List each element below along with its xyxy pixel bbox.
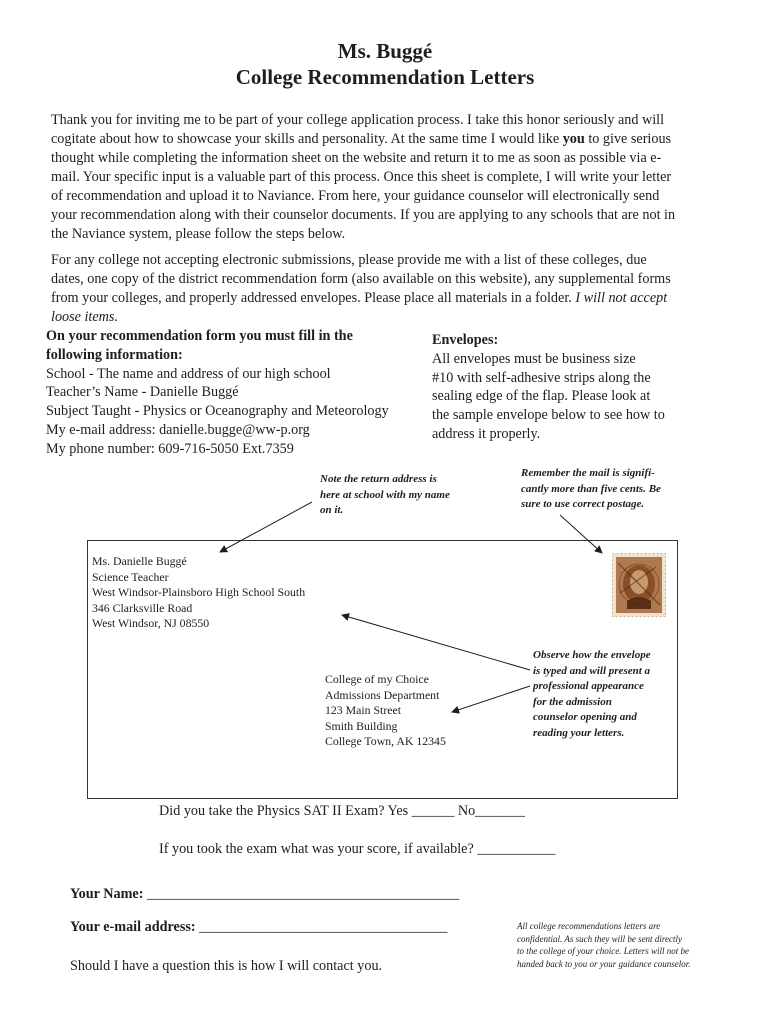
intro-line: thought while completing the information sheet on the website and return it to me as soon as possible via e- — [51, 150, 662, 166]
envelope-recipient-address: College of my Choice Admissions Department 123 Main Street Smith Building College Town, AK 12345 — [325, 672, 446, 748]
envelopes-line: All envelopes must be business size — [432, 350, 636, 367]
envelopes-heading: Envelopes: — [432, 332, 499, 348]
postage-note: Remember the mail is signifi- cantly more than five cents. Be sure to use correct postage. — [521, 467, 661, 510]
intro-emphasis: you — [562, 131, 585, 147]
postage-stamp-icon — [612, 553, 666, 617]
intro-line: mail. Your specific input is a valuable part of this process. Once this sheet is complete, I will write your letter — [51, 169, 672, 185]
form-info-item: My phone number: 609-716-5050 Ext.7359 — [46, 440, 294, 457]
paper-line: from your colleges, and properly addressed envelopes. Please place all materials in a folder. I will not accept — [51, 290, 668, 306]
name-label: Your Name: — [70, 886, 144, 902]
form-info-heading: On your recommendation form you must fill in the — [46, 328, 353, 344]
intro-paragraph — [51, 111, 727, 244]
email-label: Your e-mail address: — [70, 919, 196, 935]
sat-question: Did you take the Physics SAT II Exam? Yes ______ No_______ — [159, 803, 525, 819]
envelope-return-address: Ms. Danielle Buggé Science Teacher West Windsor-Plainsboro High School South 346 Clarksville Road West Windsor, NJ 08550 — [92, 554, 306, 630]
paper-line: dates, one copy of the district recommendation form (also available on this website), any supplemental forms — [51, 271, 671, 287]
page-title — [0, 38, 770, 90]
form-info-item: Teacher’s Name - Danielle Buggé — [46, 384, 239, 401]
name-field[interactable]: ____________________________________________ — [146, 886, 460, 902]
intro-line: cogitate about how to showcase your skills and personality. At the same time I would like you to give serious — [51, 131, 672, 147]
paper-italic-note: I will not accept — [575, 290, 668, 306]
title-line-1: Ms. Buggé — [337, 39, 433, 63]
form-info-item: My e-mail address: danielle.bugge@ww-p.org — [46, 421, 310, 438]
name-field-row — [70, 885, 459, 903]
envelopes-section — [432, 331, 732, 444]
intro-line: the Naviance system, please follow the steps below. — [51, 226, 346, 242]
email-field[interactable]: ___________________________________ — [199, 919, 448, 935]
intro-line: of recommendation and upload it to Naviance. From here, your guidance counselor will electronically send — [51, 188, 660, 204]
sample-envelope — [87, 540, 678, 799]
email-field-row — [70, 918, 447, 936]
form-info-item: Subject Taught - Physics or Oceanography and Meteorology — [46, 403, 389, 420]
score-question: If you took the exam what was your score, if available? ___________ — [159, 841, 556, 857]
confidential-note: All college recommendations letters are confidential. As such they will be sent directly to the college of your choice. Letters will not be handed back to you or your guidance counselor. — [517, 921, 691, 969]
form-info-item: School - The name and address of our high school — [46, 365, 331, 382]
paper-line: For any college not accepting electronic submissions, please provide me with a list of these colleges, due — [51, 252, 647, 268]
return-address-note: Note the return address is here at school with my name on it. — [320, 473, 450, 516]
contact-line: Should I have a question this is how I will contact you. — [70, 958, 383, 974]
envelopes-line: the sample envelope below to see how to — [432, 407, 665, 424]
form-info-section — [46, 327, 426, 459]
intro-line: your recommendation along with their counselor documents. If you are applying to any schools that are not in — [51, 207, 676, 223]
paper-submission-paragraph — [51, 251, 727, 327]
envelopes-line: sealing edge of the flap. Please look at — [432, 388, 651, 405]
envelopes-line: address it properly. — [432, 425, 541, 442]
typed-envelope-note: Observe how the envelope is typed and will present a professional appearance for the admission counselor opening and reading your letters. — [533, 649, 651, 739]
title-line-2: College Recommendation Letters — [235, 65, 535, 89]
intro-line: Thank you for inviting me to be part of your college application process. I take this honor seriously and will — [51, 112, 665, 128]
form-info-heading: following information: — [46, 346, 183, 363]
paper-line: loose items. — [51, 309, 118, 325]
envelopes-line: #10 with self-adhesive strips along the — [432, 369, 651, 386]
